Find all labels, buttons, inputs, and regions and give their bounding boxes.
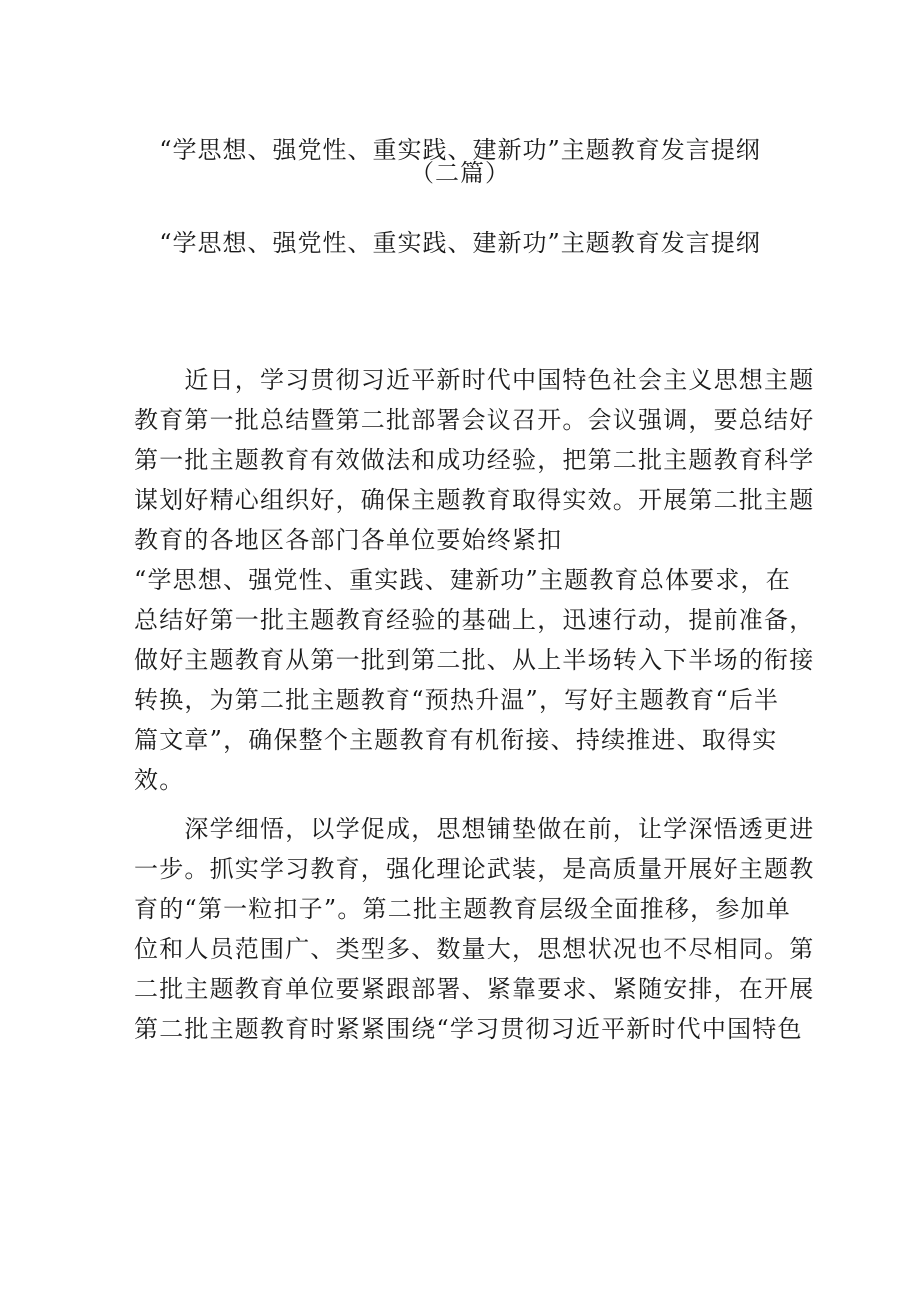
text-line: 位和人员范围广、类型多、数量大，思想状况也不尽相同。第 [134, 935, 815, 963]
text-line: 第二批主题教育时紧紧围绕“学习贯彻习近平新时代中国特色 [134, 1015, 803, 1043]
text-line: 育的“第一粒扣子”。第二批主题教育层级全面推移，参加单 [134, 895, 791, 923]
paragraph-gap [134, 800, 774, 809]
paragraph-2 [134, 809, 815, 1049]
text-line: 效。 [134, 766, 185, 794]
document-title-count: （二篇） [410, 159, 510, 187]
document-subtitle: “学思想、强党性、重实践、建新功”主题教育发言提纲 [159, 229, 761, 257]
text-line: 总结好第一批主题教育经验的基础上，迅速行动，提前准备， [134, 606, 815, 634]
document-title: “学思想、强党性、重实践、建新功”主题教育发言提纲 [159, 136, 761, 164]
paragraph-1 [134, 360, 815, 800]
text-line: 做好主题教育从第一批到第二批、从上半场转入下半场的衔接 [134, 646, 815, 674]
text-line: 近日，学习贯彻习近平新时代中国特色社会主义思想主题 [134, 366, 815, 394]
text-line: 谋划好精心组织好，确保主题教育取得实效。开展第二批主题 [134, 486, 815, 514]
text-line: 转换，为第二批主题教育“预热升温”，写好主题教育“后半 [134, 686, 780, 714]
text-line: 第一批主题教育有效做法和成功经验，把第二批主题教育科学 [134, 446, 815, 474]
text-line: 教育第一批总结暨第二批部署会议召开。会议强调，要总结好 [134, 406, 815, 434]
text-line: 一步。抓实学习教育，强化理论武装，是高质量开展好主题教 [134, 855, 815, 883]
text-line: 篇文章”，确保整个主题教育有机衔接、持续推进、取得实 [134, 726, 778, 754]
document-body [134, 360, 815, 1049]
text-line: 深学细悟，以学促成，思想铺垫做在前，让学深悟透更进 [134, 815, 815, 843]
text-line: “学思想、强党性、重实践、建新功”主题教育总体要求，在 [134, 566, 791, 594]
text-line: 教育的各地区各部门各单位要始终紧扣 [134, 526, 563, 554]
text-line: 二批主题教育单位要紧跟部署、紧靠要求、紧随安排，在开展 [134, 975, 815, 1003]
